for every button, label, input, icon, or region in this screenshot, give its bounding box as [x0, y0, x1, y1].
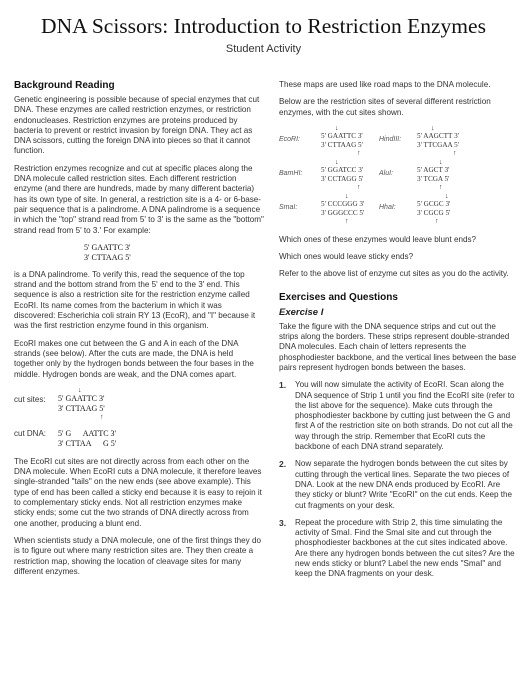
- background-paragraph-5: The EcoRI cut sites are not directly across from each other on the DNA molecule. When EcoRI cuts a DNA molecule, it therefore leaves single-stranded "tails" on the new ends (see above example). This type of end has been called a sticky end because it is easy to rejoin it to complementary sticky ends. Not all restriction enzymes make sticky ends; some cut the two strands of DNA directly across from one another, producing a blunt end.: [14, 456, 262, 528]
- cut-arrow-up-icon: ↑: [453, 149, 457, 157]
- enzyme-name: HindIII:: [379, 135, 402, 143]
- background-paragraph-6: When scientists study a DNA molecule, one of the first things they do is to figure out where many restriction sites are. They then create a restriction map, showing the location of cleavage sites for many different enzymes.: [14, 535, 261, 576]
- background-paragraph-4: EcoRI makes one cut between the G and A in each of the DNA strands (see below). After the cuts are made, the DNA is held together only by the hydrogen bonds between the four bases in the middle. Hydrogen bonds are weak, and the DNA comes apart.: [14, 338, 254, 379]
- enzyme-name: HhaI:: [379, 203, 396, 211]
- enzyme-site: [321, 193, 379, 225]
- steps-list: [279, 380, 517, 579]
- list-item: [279, 380, 517, 452]
- cut-arrow-up-icon: ↑: [357, 149, 361, 157]
- cut-arrow-down-icon: ↓: [335, 124, 339, 132]
- enzyme-bottom-strand: 3' CGCG 5': [417, 208, 451, 217]
- step-number: 3.: [279, 517, 287, 528]
- cut-dna-bottom-strand: 3' CTTAA G 5': [58, 438, 117, 448]
- step-number: 1.: [279, 380, 287, 391]
- step-text: Repeat the procedure with Strip 2, this time simulating the activity of SmaI. Find the SmaI site and cut through the phosphodiester backbones at the cut sites indicated above. Are there any hydrogen bonds between the cut sites? Are the new ends sticky or blunt? Label the new ends "SmaI" and keep the DNA fragments on your desk.: [295, 517, 515, 579]
- background-paragraph-2: Restriction enzymes recognize and cut at specific places along the DNA molecule called restriction sites. Each different restriction enzyme (and there are hundreds, made by many different bacteria) has its own type of site. In general, a restriction site is a 4- or 6-base-pair sequence that is a palindrome. A DNA palindrome is a sequence in which the "top" strand read from 5' to 3' is the same as the "bottom" strand read from 5' to 3.' For example:: [14, 163, 264, 235]
- background-heading: Background Reading: [14, 80, 115, 91]
- cut-arrow-down-icon: ↓: [78, 386, 82, 394]
- step-text: You will now simulate the activity of EcoRI. Scan along the DNA sequence of Strip 1 until you find the EcoRI site (refer to the list above for the sequence). Make cuts through the phosphodiester backbone by cutting just between the G and first A of the restriction site on both strands. Do not cut all the way through the strip. Remember that EcoRI cuts the backbone of each DNA strand separately.: [295, 380, 515, 452]
- enzyme-name: SmaI:: [279, 203, 298, 211]
- enzyme-site: [321, 159, 379, 191]
- enzyme-top-strand: 5' CCCGGG 3': [321, 199, 365, 208]
- refer-paragraph: Refer to the above list of enzyme cut sites as you do the activity.: [279, 269, 509, 279]
- cut-arrow-down-icon: ↓: [431, 124, 435, 132]
- enzyme-bottom-strand: 3' TCGA 5': [417, 174, 450, 183]
- enzyme-site: [417, 159, 477, 191]
- page-subtitle: Student Activity: [225, 43, 302, 55]
- cut-arrow-up-icon: ↑: [345, 217, 349, 225]
- enzyme-top-strand: 5' AGCT 3': [417, 165, 450, 174]
- palindrome-top-strand: 5' GAATTC 3': [84, 242, 131, 252]
- cut-sites-diagram: [14, 387, 264, 421]
- cut-arrow-up-icon: ↑: [100, 413, 104, 421]
- cut-arrow-down-icon: ↓: [335, 158, 339, 166]
- list-item: [279, 518, 517, 580]
- enzyme-top-strand: 5' GAATTC 3': [321, 131, 363, 140]
- enzyme-name: AluI:: [379, 169, 394, 177]
- exercise-title: Exercise I: [279, 306, 324, 318]
- cut-dna-top-strand: 5' G AATTC 3': [58, 428, 116, 438]
- enzyme-bottom-strand: 3' CCTAGG 5': [321, 174, 364, 183]
- cut-dna-diagram: [14, 429, 264, 449]
- list-item: [279, 459, 517, 510]
- cut-sites-label: cut sites:: [14, 394, 46, 404]
- question-sticky-ends: Which ones would leave sticky ends?: [279, 252, 414, 262]
- cut-arrow-up-icon: ↑: [357, 183, 361, 191]
- enzyme-name: BamHI:: [279, 169, 303, 177]
- question-blunt-ends: Which ones of these enzymes would leave blunt ends?: [279, 234, 477, 244]
- maps-paragraph: These maps are used like road maps to the DNA molecule.: [279, 80, 491, 89]
- enzyme-bottom-strand: 3' TTCGAA 5': [417, 140, 459, 149]
- enzyme-site: [321, 125, 379, 157]
- enzyme-bottom-strand: 3' CTTAAG 5': [321, 140, 363, 149]
- enzyme-top-strand: 5' GCGC 3': [417, 199, 451, 208]
- cut-arrow-down-icon: ↓: [445, 192, 449, 200]
- step-text: Now separate the hydrogen bonds between the cut sites by cutting through the vertical lines. Separate the two pieces of DNA. Look at the new DNA ends produced by EcoRI. Are they sticky or blunt? Write "EcoRI" on the cut ends. Keep the cut fragments on your desk.: [295, 459, 513, 510]
- background-paragraph-3: is a DNA palindrome. To verify this, read the sequence of the top strand and the bottom strand from the 5' end to the 3' end. This sequence is also a restriction site for the restriction enzyme called EcoRI. Its name comes from the bacterium in which it was discovered: Escherichia coli strain RY 13 (EcoR), and "I" because it was the first restriction enzyme found in this organism.: [14, 269, 256, 331]
- enzyme-top-strand: 5' GGATCC 3': [321, 165, 364, 174]
- cut-sites-bottom-strand: 3' CTTAAG 5': [58, 403, 105, 413]
- left-column: [14, 80, 264, 584]
- enzyme-site: [417, 193, 477, 225]
- enzyme-bottom-strand: 3' GGGCCC 5': [321, 208, 365, 217]
- enzyme-top-strand: 5' AAGCTT 3': [417, 131, 459, 140]
- exercise-intro: Take the figure with the DNA sequence strips and cut out the strips along the borders. These strips represent double-stranded DNA molecules. Each chain of letters represents the phosphodiester backbone, and the vertical lines between the base pairs represent hydrogen bonds between the bases.: [279, 321, 517, 372]
- sites-intro-paragraph: Below are the restriction sites of several different restriction enzymes, with the cut sites shown.: [279, 97, 491, 117]
- page-title: DNA Scissors: Introduction to Restriction Enzymes: [41, 14, 486, 38]
- right-column: [279, 80, 517, 587]
- cut-arrow-up-icon: ↑: [439, 183, 443, 191]
- exercises-heading: Exercises and Questions: [279, 291, 398, 303]
- enzyme-name: EcoRI:: [279, 135, 301, 143]
- cut-arrow-down-icon: ↓: [345, 192, 349, 200]
- cut-dna-label: cut DNA:: [14, 428, 47, 438]
- enzyme-site: [417, 125, 477, 157]
- cut-sites-top-strand: 5' GAATTC 3': [58, 393, 105, 403]
- step-number: 2.: [279, 459, 287, 470]
- enzyme-table: [279, 125, 517, 225]
- cut-arrow-down-icon: ↓: [439, 158, 443, 166]
- palindrome-example: [84, 243, 264, 263]
- palindrome-bottom-strand: 3' CTTAAG 5': [84, 252, 131, 262]
- cut-arrow-up-icon: ↑: [435, 217, 439, 225]
- background-paragraph-1: Genetic engineering is possible because of special enzymes that cut DNA. These enzymes are called restriction enzymes, or restriction endonucleases. Restriction enzymes are proteins produced by bacteria to prevent or restrict invasion by foreign DNA. They act as DNA scissors, cutting the foreign DNA into pieces so that it cannot function.: [14, 95, 260, 156]
